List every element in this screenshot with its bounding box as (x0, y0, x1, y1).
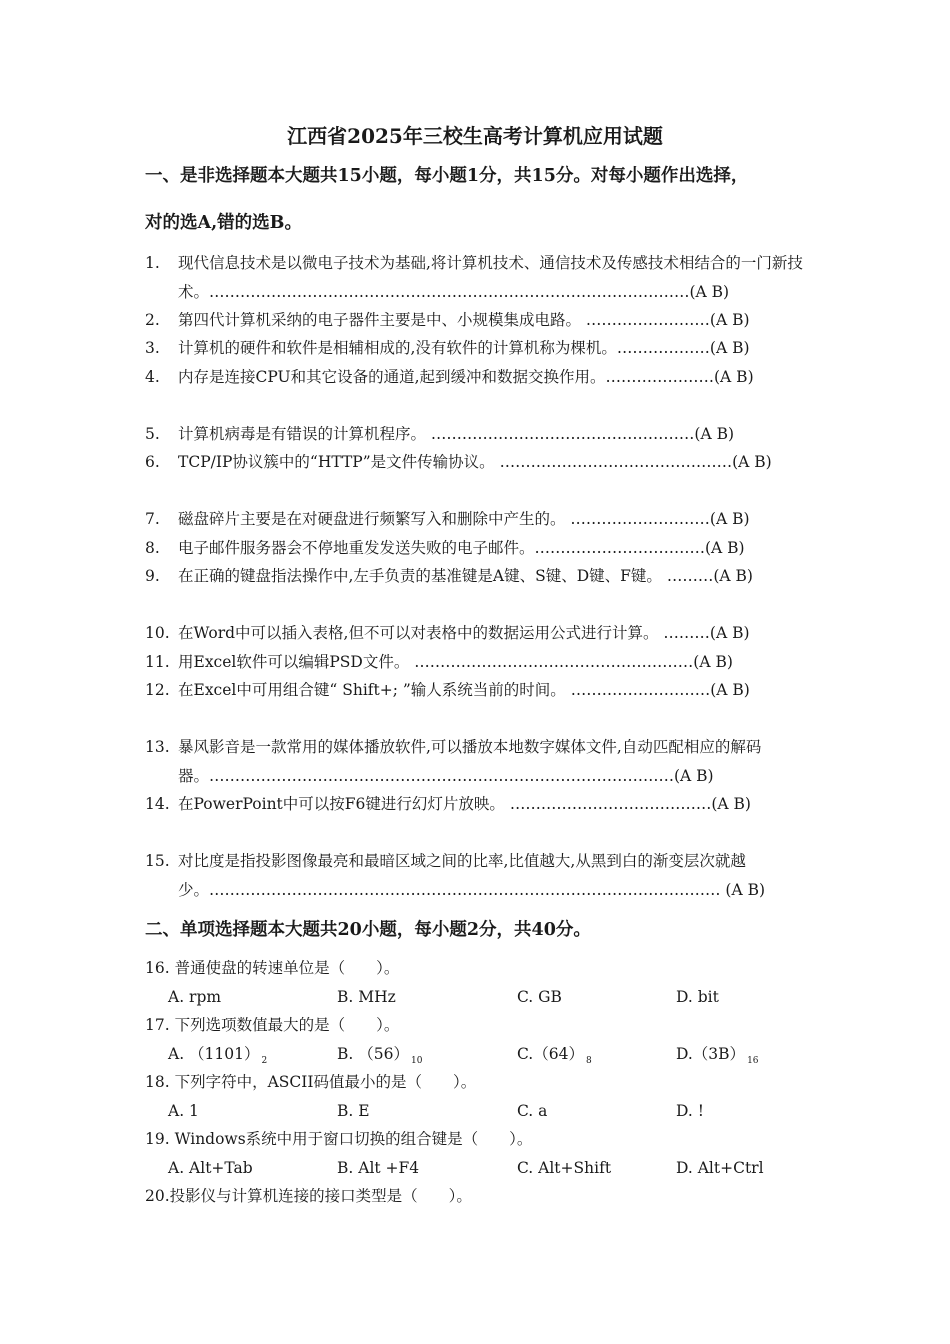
base-subscript: 16 (747, 1056, 759, 1066)
question-number: 3. (145, 339, 160, 357)
mc-option: A. Alt+Tab (168, 1159, 253, 1177)
option-label: A. （1101） (168, 1045, 260, 1063)
question-text: 电子邮件服务器会不停地重发发送失败的电子邮件。……………………………(A B) (178, 539, 745, 557)
question-text: 内存是连接CPU和其它设备的通道,起到缓冲和数据交换作用。…………………(A B) (178, 368, 754, 386)
question-text: 第四代计算机采纳的电子器件主要是中、小规模集成电路。 ……………………(A B) (178, 311, 750, 329)
question-number: 11. (145, 653, 170, 671)
option-label: B. （56） (337, 1045, 409, 1063)
question-text: 现代信息技术是以微电子技术为基础,将计算机技术、通信技术及传感技术相结合的一门新技术。…………………………………………………………………………………(A B) (178, 254, 803, 301)
tf-question (145, 420, 815, 449)
question-text: 在Word中可以插入表格,但不可以对表格中的数据运用公式进行计算。 ………(A B) (178, 624, 750, 642)
mc-option (517, 1040, 592, 1075)
exam-title: 江西省2025年三校生高考计算机应用试题 (287, 124, 663, 148)
question-text: 计算机的硬件和软件是相辅相成的,没有软件的计算机称为棵机。………………(A B) (178, 339, 750, 357)
question-number: 12. (145, 681, 170, 699)
tf-question (145, 648, 815, 677)
base-subscript: 8 (585, 1056, 592, 1066)
tf-question (145, 448, 815, 477)
tf-question (145, 249, 815, 306)
question-text: 计算机病毒是有错误的计算机程序。 ……………………………………………(A B) (178, 425, 735, 443)
mc-question-stem: 17. 下列选项数值最大的是（ ）。 (145, 1016, 400, 1034)
question-number: 5. (145, 425, 160, 443)
tf-question (145, 619, 815, 648)
question-text: 磁盘碎片主要是在对硬盘进行频繁写入和删除中产生的。 ………………………(A B) (178, 510, 750, 528)
tf-question (145, 676, 815, 705)
mc-option: D. bit (676, 988, 719, 1006)
option-label: C.（64） (517, 1045, 584, 1063)
mc-option: C. a (517, 1102, 548, 1120)
question-text: 暴风影音是一款常用的媒体播放软件,可以播放本地数字媒体文件,自动匹配相应的解码器。………………………………………………………………………………(A B) (178, 738, 762, 785)
question-number: 2. (145, 311, 160, 329)
mc-option: C. Alt+Shift (517, 1159, 612, 1177)
question-text: 在Excel中可用组合键“ Shift+; ”输人系统当前的时间。 ………………………(A B) (178, 681, 750, 699)
tf-question (145, 363, 815, 392)
question-text: 在正确的键盘指法操作中,左手负责的基准键是A键、S键、D键、F键。 ………(A B) (178, 567, 753, 585)
tf-question (145, 790, 815, 819)
mc-question-stem: 19. Windows系统中用于窗口切换的组合键是（ ）。 (145, 1130, 533, 1148)
mc-option: A. rpm (168, 988, 222, 1006)
tf-question (145, 334, 815, 363)
mc-option (676, 1040, 759, 1075)
question-number: 8. (145, 539, 160, 557)
base-subscript: 2 (261, 1056, 268, 1066)
mc-question-stem: 18. 下列字符中，ASCII码值最小的是（ ）。 (145, 1073, 477, 1091)
question-text: 对比度是指投影图像最亮和最暗区域之间的比率,比值越大,从黑到白的渐变层次就越少。……………………………………………………………………………………… (A B) (178, 852, 766, 899)
tf-question (145, 733, 815, 790)
mc-option: B. Alt +F4 (337, 1159, 420, 1177)
option-label: D.（3B） (676, 1045, 746, 1063)
question-number: 1. (145, 254, 160, 272)
question-number: 6. (145, 453, 160, 471)
question-text: TCP/IP协议簇中的“HTTP”是文件传输协议。 ………………………………………(A B) (178, 453, 772, 471)
mc-option: B. E (337, 1102, 370, 1120)
question-text: 用Excel软件可以编辑PSD文件。 ………………………………………………(A B) (178, 653, 733, 671)
mc-option: A. 1 (168, 1102, 199, 1120)
question-number: 15. (145, 852, 170, 870)
tf-question (145, 505, 815, 534)
question-number: 10. (145, 624, 170, 642)
question-number: 4. (145, 368, 160, 386)
section1-heading-line2: 对的选A,错的选B。 (145, 213, 302, 233)
mc-question-stem: 20.投影仪与计算机连接的接口类型是（ ）。 (145, 1187, 472, 1205)
mc-option: D. ! (676, 1102, 704, 1120)
mc-option: B. MHz (337, 988, 396, 1006)
question-number: 13. (145, 738, 170, 756)
question-number: 7. (145, 510, 160, 528)
base-subscript: 10 (410, 1056, 423, 1066)
mc-option: D. Alt+Ctrl (676, 1159, 764, 1177)
tf-question (145, 306, 815, 335)
section1-heading-line1: 一、是非选择题本大题共15小题，每小题1分，共15分。对每小题作出选择， (145, 166, 749, 186)
mc-option: C. GB (517, 988, 562, 1006)
question-text: 在PowerPoint中可以按F6键进行幻灯片放映。 …………………………………(A B) (178, 795, 751, 813)
tf-question (145, 562, 815, 591)
section2-heading: 二、单项选择题本大题共20小题，每小题2分，共40分。 (145, 920, 591, 940)
question-number: 9. (145, 567, 160, 585)
question-number: 14. (145, 795, 170, 813)
tf-question (145, 534, 815, 563)
tf-question (145, 847, 815, 904)
mc-question-stem: 16. 普通使盘的转速单位是（ ）。 (145, 959, 400, 977)
